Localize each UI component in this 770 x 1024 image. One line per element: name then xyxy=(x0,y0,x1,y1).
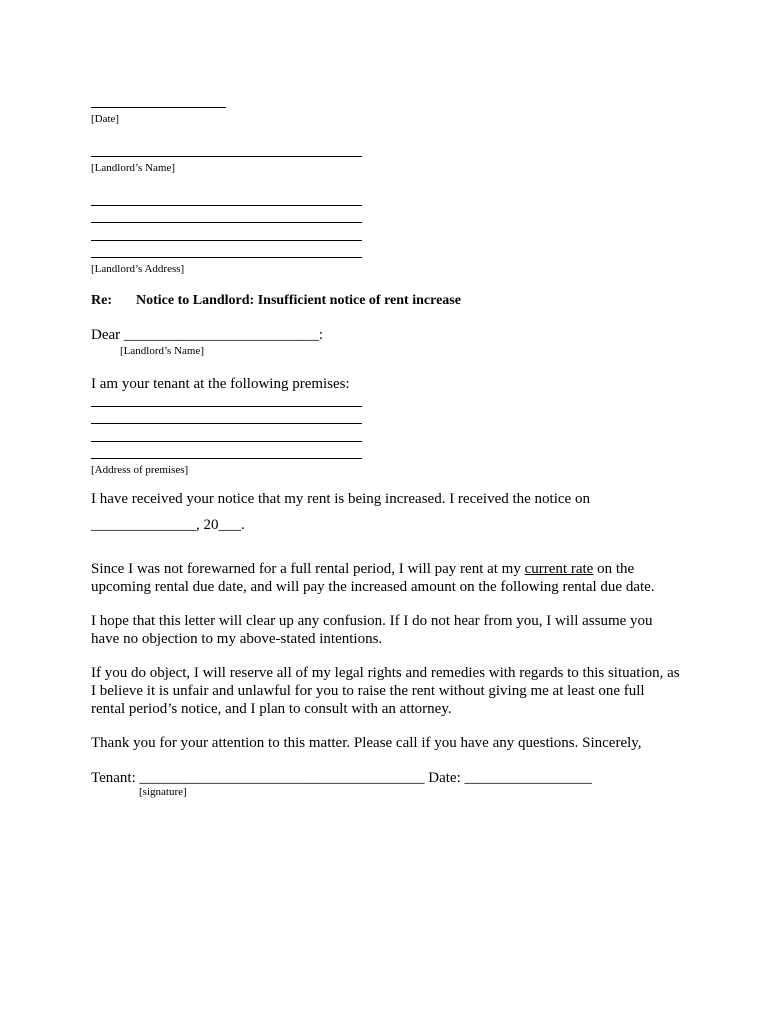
salutation-word: Dear xyxy=(91,327,121,343)
premises-line-2 xyxy=(91,423,362,424)
para1-text-before: Since I was not forewarned for a full rental period, I will pay rent at my xyxy=(91,561,525,577)
landlord-address-line-2 xyxy=(91,222,362,223)
paragraph-thank-you: Thank you for your attention to this matter. Please call if you have any questions. Sincerely, xyxy=(91,735,642,751)
paragraph-clear-confusion: I hope that this letter will clear up any confusion. If I do not hear from you, I will assume you have no objection to my above-stated intentions. xyxy=(91,613,653,647)
notice-date-line: ______________, 20___. xyxy=(91,517,245,533)
landlord-address-line-4 xyxy=(91,257,362,258)
paragraph-pay-current-rate xyxy=(91,560,691,596)
notice-received-text: I have received your notice that my rent is being increased. I received the notice on xyxy=(91,491,590,507)
salutation xyxy=(91,326,323,344)
landlord-address-line-3 xyxy=(91,240,362,241)
tenant-signature-line: ______________________________________ xyxy=(139,770,425,786)
landlord-address-label: [Landlord’s Address] xyxy=(91,263,185,275)
salutation-blank: __________________________: xyxy=(123,327,324,343)
tenant-label: Tenant: xyxy=(91,770,136,786)
premises-line-4 xyxy=(91,458,362,459)
date-label: [Date] xyxy=(91,113,120,125)
premises-line-1 xyxy=(91,406,362,407)
landlord-name-label: [Landlord’s Name] xyxy=(91,162,175,174)
paragraph-legal-rights: If you do object, I will reserve all of my legal rights and remedies with regards to this situation, as I believe it is unfair and unlawful for you to raise the rent without giving me at least one full rental period’s notice, and I plan to consult with an attorney. xyxy=(91,665,680,717)
premises-line-3 xyxy=(91,441,362,442)
salutation-name-label: [Landlord’s Name] xyxy=(120,345,204,357)
date-field-label: Date: xyxy=(428,770,461,786)
date-line xyxy=(91,107,226,108)
tenant-signature-row xyxy=(91,769,592,787)
landlord-name-line xyxy=(91,156,362,157)
date-field-line: _________________ xyxy=(464,770,592,786)
current-rate-underlined: current rate xyxy=(524,561,594,577)
premises-label: [Address of premises] xyxy=(91,464,189,476)
landlord-address-line-1 xyxy=(91,205,362,206)
re-label: Re: xyxy=(91,293,112,308)
premises-intro: I am your tenant at the following premises: xyxy=(91,376,350,392)
para1-text-after: on the upcoming rental due date, and will pay the increased amount on the following rental due date. xyxy=(91,561,655,595)
subject-line: Notice to Landlord: Insufficient notice of rent increase xyxy=(136,293,461,308)
signature-label: [signature] xyxy=(139,786,187,798)
